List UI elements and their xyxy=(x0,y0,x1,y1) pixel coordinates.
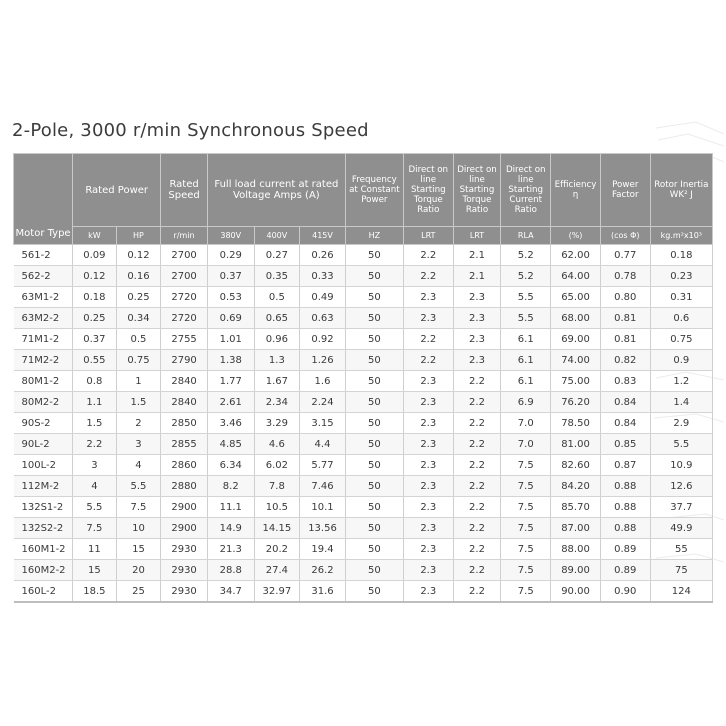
table-cell: 50 xyxy=(345,392,403,413)
table-cell: 19.4 xyxy=(300,539,346,560)
table-cell: 7.5 xyxy=(501,581,551,603)
motor-type-cell: 132S2-2 xyxy=(14,518,73,539)
table-cell: 2755 xyxy=(161,329,208,350)
table-cell: 4 xyxy=(73,476,117,497)
table-cell: 1.77 xyxy=(207,371,254,392)
table-cell: 0.92 xyxy=(300,329,346,350)
motor-type-cell: 80M2-2 xyxy=(14,392,73,413)
table-cell: 0.96 xyxy=(254,329,300,350)
header-starting-torque-1: Direct on line Starting Torque Ratio xyxy=(403,154,453,227)
table-cell: 26.2 xyxy=(300,560,346,581)
header-power-factor: Power Factor xyxy=(600,154,650,227)
table-cell: 2.2 xyxy=(403,245,453,266)
table-cell: 0.81 xyxy=(600,308,650,329)
table-cell: 0.85 xyxy=(600,434,650,455)
table-cell: 2.2 xyxy=(453,434,501,455)
table-cell: 50 xyxy=(345,245,403,266)
table-cell: 27.4 xyxy=(254,560,300,581)
table-cell: 1.2 xyxy=(650,371,712,392)
table-cell: 2.2 xyxy=(453,392,501,413)
table-row xyxy=(14,455,713,476)
table-cell: 1 xyxy=(116,371,161,392)
table-cell: 0.33 xyxy=(300,266,346,287)
table-row xyxy=(14,518,713,539)
table-cell: 3.29 xyxy=(254,413,300,434)
table-row xyxy=(14,266,713,287)
table-cell: 0.82 xyxy=(600,350,650,371)
table-cell: 2.3 xyxy=(453,287,501,308)
motor-type-cell: 112M-2 xyxy=(14,476,73,497)
table-cell: 64.00 xyxy=(551,266,601,287)
table-cell: 31.6 xyxy=(300,581,346,603)
table-cell: 10 xyxy=(116,518,161,539)
table-cell: 2.2 xyxy=(453,476,501,497)
table-cell: 62.00 xyxy=(551,245,601,266)
unit-cell: 380V xyxy=(207,227,254,245)
table-cell: 3.46 xyxy=(207,413,254,434)
table-cell: 87.00 xyxy=(551,518,601,539)
table-cell: 0.88 xyxy=(600,518,650,539)
table-cell: 2855 xyxy=(161,434,208,455)
unit-cell: HZ xyxy=(345,227,403,245)
table-cell: 2790 xyxy=(161,350,208,371)
table-cell: 21.3 xyxy=(207,539,254,560)
table-cell: 2.3 xyxy=(403,560,453,581)
motor-type-cell: 71M2-2 xyxy=(14,350,73,371)
table-cell: 2.1 xyxy=(453,266,501,287)
motor-type-cell: 71M1-2 xyxy=(14,329,73,350)
table-cell: 124 xyxy=(650,581,712,603)
table-cell: 4 xyxy=(116,455,161,476)
table-cell: 2930 xyxy=(161,581,208,603)
table-cell: 84.20 xyxy=(551,476,601,497)
table-cell: 0.29 xyxy=(207,245,254,266)
table-cell: 2860 xyxy=(161,455,208,476)
table-cell: 0.77 xyxy=(600,245,650,266)
table-cell: 74.00 xyxy=(551,350,601,371)
table-cell: 2 xyxy=(116,413,161,434)
table-cell: 6.34 xyxy=(207,455,254,476)
table-cell: 2.3 xyxy=(403,497,453,518)
table-cell: 2930 xyxy=(161,560,208,581)
motor-type-cell: 132S1-2 xyxy=(14,497,73,518)
table-cell: 50 xyxy=(345,581,403,603)
motor-spec-table xyxy=(13,153,713,603)
table-cell: 11.1 xyxy=(207,497,254,518)
table-row xyxy=(14,497,713,518)
table-cell: 34.7 xyxy=(207,581,254,603)
table-cell: 3 xyxy=(116,434,161,455)
table-cell: 25 xyxy=(116,581,161,603)
unit-cell: LRT xyxy=(453,227,501,245)
table-cell: 2.2 xyxy=(453,455,501,476)
table-cell: 0.18 xyxy=(73,287,117,308)
table-cell: 6.1 xyxy=(501,371,551,392)
table-cell: 0.09 xyxy=(73,245,117,266)
table-cell: 32.97 xyxy=(254,581,300,603)
unit-cell: r/min xyxy=(161,227,208,245)
table-cell: 2720 xyxy=(161,308,208,329)
table-cell: 0.69 xyxy=(207,308,254,329)
table-body xyxy=(14,245,713,603)
table-cell: 0.88 xyxy=(600,497,650,518)
table-row xyxy=(14,371,713,392)
table-cell: 2.2 xyxy=(453,371,501,392)
table-cell: 6.02 xyxy=(254,455,300,476)
table-cell: 18.5 xyxy=(73,581,117,603)
table-cell: 0.53 xyxy=(207,287,254,308)
table-cell: 2.1 xyxy=(453,245,501,266)
table-cell: 5.5 xyxy=(73,497,117,518)
table-cell: 2.3 xyxy=(403,434,453,455)
table-cell: 0.37 xyxy=(207,266,254,287)
table-cell: 50 xyxy=(345,434,403,455)
table-cell: 14.9 xyxy=(207,518,254,539)
table-cell: 7.5 xyxy=(501,455,551,476)
table-cell: 2.3 xyxy=(403,308,453,329)
table-cell: 0.34 xyxy=(116,308,161,329)
table-cell: 28.8 xyxy=(207,560,254,581)
table-cell: 50 xyxy=(345,539,403,560)
table-cell: 2700 xyxy=(161,245,208,266)
table-cell: 5.5 xyxy=(116,476,161,497)
table-cell: 2.3 xyxy=(403,455,453,476)
table-row xyxy=(14,350,713,371)
table-cell: 2840 xyxy=(161,371,208,392)
table-row xyxy=(14,434,713,455)
table-cell: 4.85 xyxy=(207,434,254,455)
table-cell: 2.3 xyxy=(403,287,453,308)
table-cell: 7.5 xyxy=(73,518,117,539)
table-cell: 0.5 xyxy=(116,329,161,350)
table-cell: 6.9 xyxy=(501,392,551,413)
table-cell: 2.3 xyxy=(403,476,453,497)
table-cell: 2900 xyxy=(161,518,208,539)
table-cell: 85.70 xyxy=(551,497,601,518)
table-cell: 2930 xyxy=(161,539,208,560)
header-efficiency: Efficiency η xyxy=(551,154,601,227)
table-cell: 50 xyxy=(345,455,403,476)
table-row xyxy=(14,329,713,350)
table-row xyxy=(14,581,713,603)
motor-type-cell: 561-2 xyxy=(14,245,73,266)
table-cell: 50 xyxy=(345,476,403,497)
unit-cell: HP xyxy=(116,227,161,245)
table-cell: 7.5 xyxy=(501,518,551,539)
motor-type-cell: 90L-2 xyxy=(14,434,73,455)
table-cell: 2720 xyxy=(161,287,208,308)
table-cell: 7.5 xyxy=(501,539,551,560)
table-cell: 7.8 xyxy=(254,476,300,497)
table-row xyxy=(14,560,713,581)
table-cell: 0.75 xyxy=(116,350,161,371)
motor-type-cell: 63M1-2 xyxy=(14,287,73,308)
table-cell: 50 xyxy=(345,266,403,287)
table-cell: 7.5 xyxy=(116,497,161,518)
table-cell: 7.46 xyxy=(300,476,346,497)
table-cell: 50 xyxy=(345,518,403,539)
table-cell: 2.2 xyxy=(73,434,117,455)
table-cell: 5.2 xyxy=(501,245,551,266)
table-cell: 10.9 xyxy=(650,455,712,476)
motor-type-cell: 160M2-2 xyxy=(14,560,73,581)
table-cell: 0.23 xyxy=(650,266,712,287)
table-cell: 0.89 xyxy=(600,539,650,560)
table-cell: 75.00 xyxy=(551,371,601,392)
table-cell: 10.5 xyxy=(254,497,300,518)
table-cell: 1.4 xyxy=(650,392,712,413)
table-cell: 0.88 xyxy=(600,476,650,497)
table-row xyxy=(14,308,713,329)
table-cell: 75 xyxy=(650,560,712,581)
header-frequency: Frequency at Constant Power xyxy=(345,154,403,227)
table-cell: 2.24 xyxy=(300,392,346,413)
table-cell: 0.89 xyxy=(600,560,650,581)
table-cell: 55 xyxy=(650,539,712,560)
table-cell: 1.38 xyxy=(207,350,254,371)
table-cell: 0.9 xyxy=(650,350,712,371)
table-cell: 7.5 xyxy=(501,497,551,518)
table-cell: 2.3 xyxy=(403,539,453,560)
table-cell: 1.5 xyxy=(73,413,117,434)
table-cell: 0.87 xyxy=(600,455,650,476)
table-cell: 1.5 xyxy=(116,392,161,413)
table-cell: 2700 xyxy=(161,266,208,287)
table-cell: 0.49 xyxy=(300,287,346,308)
header-rated-power: Rated Power xyxy=(73,154,161,227)
table-cell: 0.90 xyxy=(600,581,650,603)
table-cell: 50 xyxy=(345,350,403,371)
table-cell: 2.61 xyxy=(207,392,254,413)
table-cell: 0.12 xyxy=(73,266,117,287)
table-cell: 0.65 xyxy=(254,308,300,329)
motor-type-cell: 63M2-2 xyxy=(14,308,73,329)
unit-cell: 415V xyxy=(300,227,346,245)
table-cell: 1.01 xyxy=(207,329,254,350)
table-row xyxy=(14,413,713,434)
table-row xyxy=(14,392,713,413)
table-cell: 50 xyxy=(345,497,403,518)
motor-type-cell: 160L-2 xyxy=(14,581,73,603)
table-cell: 68.00 xyxy=(551,308,601,329)
table-cell: 2.3 xyxy=(403,518,453,539)
table-cell: 7.0 xyxy=(501,413,551,434)
unit-cell: LRT xyxy=(403,227,453,245)
table-cell: 0.25 xyxy=(73,308,117,329)
table-cell: 0.84 xyxy=(600,392,650,413)
table-cell: 82.60 xyxy=(551,455,601,476)
unit-cell: (%) xyxy=(551,227,601,245)
unit-cell: RLA xyxy=(501,227,551,245)
table-cell: 2.2 xyxy=(453,497,501,518)
table-cell: 0.6 xyxy=(650,308,712,329)
table-cell: 0.18 xyxy=(650,245,712,266)
table-cell: 3 xyxy=(73,455,117,476)
table-cell: 15 xyxy=(73,560,117,581)
table-cell: 5.5 xyxy=(501,287,551,308)
table-cell: 2.2 xyxy=(453,560,501,581)
table-cell: 3.15 xyxy=(300,413,346,434)
motor-type-cell: 562-2 xyxy=(14,266,73,287)
table-cell: 0.81 xyxy=(600,329,650,350)
table-cell: 2840 xyxy=(161,392,208,413)
unit-cell: (cos Φ) xyxy=(600,227,650,245)
table-cell: 2.2 xyxy=(403,329,453,350)
page-title: 2-Pole, 3000 r/min Synchronous Speed xyxy=(12,120,369,141)
table-cell: 0.8 xyxy=(73,371,117,392)
table-cell: 0.31 xyxy=(650,287,712,308)
table-cell: 0.84 xyxy=(600,413,650,434)
table-cell: 5.5 xyxy=(501,308,551,329)
table-cell: 0.80 xyxy=(600,287,650,308)
table-cell: 2.2 xyxy=(453,413,501,434)
table-cell: 50 xyxy=(345,287,403,308)
table-cell: 2.3 xyxy=(403,371,453,392)
table-cell: 0.37 xyxy=(73,329,117,350)
table-cell: 5.77 xyxy=(300,455,346,476)
table-cell: 50 xyxy=(345,560,403,581)
table-cell: 2.3 xyxy=(453,350,501,371)
table-cell: 10.1 xyxy=(300,497,346,518)
header-starting-current: Direct on line Starting Current Ratio xyxy=(501,154,551,227)
table-cell: 0.55 xyxy=(73,350,117,371)
table-cell: 0.63 xyxy=(300,308,346,329)
table-cell: 15 xyxy=(116,539,161,560)
table-cell: 2.2 xyxy=(403,350,453,371)
unit-cell: 400V xyxy=(254,227,300,245)
table-cell: 2.34 xyxy=(254,392,300,413)
table-cell: 2.3 xyxy=(453,329,501,350)
table-cell: 2.2 xyxy=(453,518,501,539)
table-cell: 50 xyxy=(345,371,403,392)
table-row xyxy=(14,245,713,266)
table-cell: 20 xyxy=(116,560,161,581)
table-cell: 2900 xyxy=(161,497,208,518)
table-cell: 14.15 xyxy=(254,518,300,539)
table-cell: 50 xyxy=(345,329,403,350)
table-cell: 2850 xyxy=(161,413,208,434)
table-cell: 12.6 xyxy=(650,476,712,497)
table-cell: 11 xyxy=(73,539,117,560)
table-cell: 1.6 xyxy=(300,371,346,392)
table-cell: 1.3 xyxy=(254,350,300,371)
motor-type-cell: 90S-2 xyxy=(14,413,73,434)
table-cell: 0.78 xyxy=(600,266,650,287)
table-cell: 8.2 xyxy=(207,476,254,497)
table-cell: 2.9 xyxy=(650,413,712,434)
table-cell: 20.2 xyxy=(254,539,300,560)
motor-type-cell: 160M1-2 xyxy=(14,539,73,560)
unit-cell: kg.m²x10³ xyxy=(650,227,712,245)
table-cell: 4.4 xyxy=(300,434,346,455)
table-row xyxy=(14,287,713,308)
table-cell: 90.00 xyxy=(551,581,601,603)
table-cell: 0.16 xyxy=(116,266,161,287)
table-cell: 69.00 xyxy=(551,329,601,350)
table-cell: 0.5 xyxy=(254,287,300,308)
table-cell: 0.27 xyxy=(254,245,300,266)
table-cell: 2.2 xyxy=(403,266,453,287)
header-rotor-inertia: Rotor Inertia WK² J xyxy=(650,154,712,227)
table-cell: 50 xyxy=(345,413,403,434)
table-cell: 2.2 xyxy=(453,539,501,560)
table-cell: 0.26 xyxy=(300,245,346,266)
table-cell: 4.6 xyxy=(254,434,300,455)
table-cell: 81.00 xyxy=(551,434,601,455)
table-cell: 78.50 xyxy=(551,413,601,434)
table-cell: 89.00 xyxy=(551,560,601,581)
header-full-load-current: Full load current at rated Voltage Amps (A) xyxy=(207,154,345,227)
table-cell: 50 xyxy=(345,308,403,329)
table-cell: 6.1 xyxy=(501,350,551,371)
header-starting-torque-2: Direct on line Starting Torque Ratio xyxy=(453,154,501,227)
unit-cell: kW xyxy=(73,227,117,245)
table-cell: 2.3 xyxy=(403,581,453,603)
table-cell: 7.5 xyxy=(501,560,551,581)
table-cell: 1.67 xyxy=(254,371,300,392)
motor-type-cell: 80M1-2 xyxy=(14,371,73,392)
table-cell: 1.26 xyxy=(300,350,346,371)
header-rated-speed: Rated Speed xyxy=(161,154,208,227)
table-cell: 2.2 xyxy=(453,581,501,603)
table-cell: 0.35 xyxy=(254,266,300,287)
table-cell: 5.5 xyxy=(650,434,712,455)
table-cell: 5.2 xyxy=(501,266,551,287)
table-cell: 2.3 xyxy=(403,413,453,434)
motor-type-cell: 100L-2 xyxy=(14,455,73,476)
table-cell: 13.56 xyxy=(300,518,346,539)
table-cell: 65.00 xyxy=(551,287,601,308)
table-cell: 37.7 xyxy=(650,497,712,518)
table-cell: 7.0 xyxy=(501,434,551,455)
table-row xyxy=(14,476,713,497)
table-cell: 6.1 xyxy=(501,329,551,350)
table-cell: 0.75 xyxy=(650,329,712,350)
header-motor-type: Motor Type xyxy=(14,154,73,245)
table-cell: 1.1 xyxy=(73,392,117,413)
table-cell: 2.3 xyxy=(403,392,453,413)
table-cell: 7.5 xyxy=(501,476,551,497)
table-cell: 0.12 xyxy=(116,245,161,266)
table-cell: 76.20 xyxy=(551,392,601,413)
table-cell: 49.9 xyxy=(650,518,712,539)
table-cell: 2880 xyxy=(161,476,208,497)
table-cell: 0.83 xyxy=(600,371,650,392)
table-cell: 2.3 xyxy=(453,308,501,329)
table-cell: 88.00 xyxy=(551,539,601,560)
table-cell: 0.25 xyxy=(116,287,161,308)
table-row xyxy=(14,539,713,560)
